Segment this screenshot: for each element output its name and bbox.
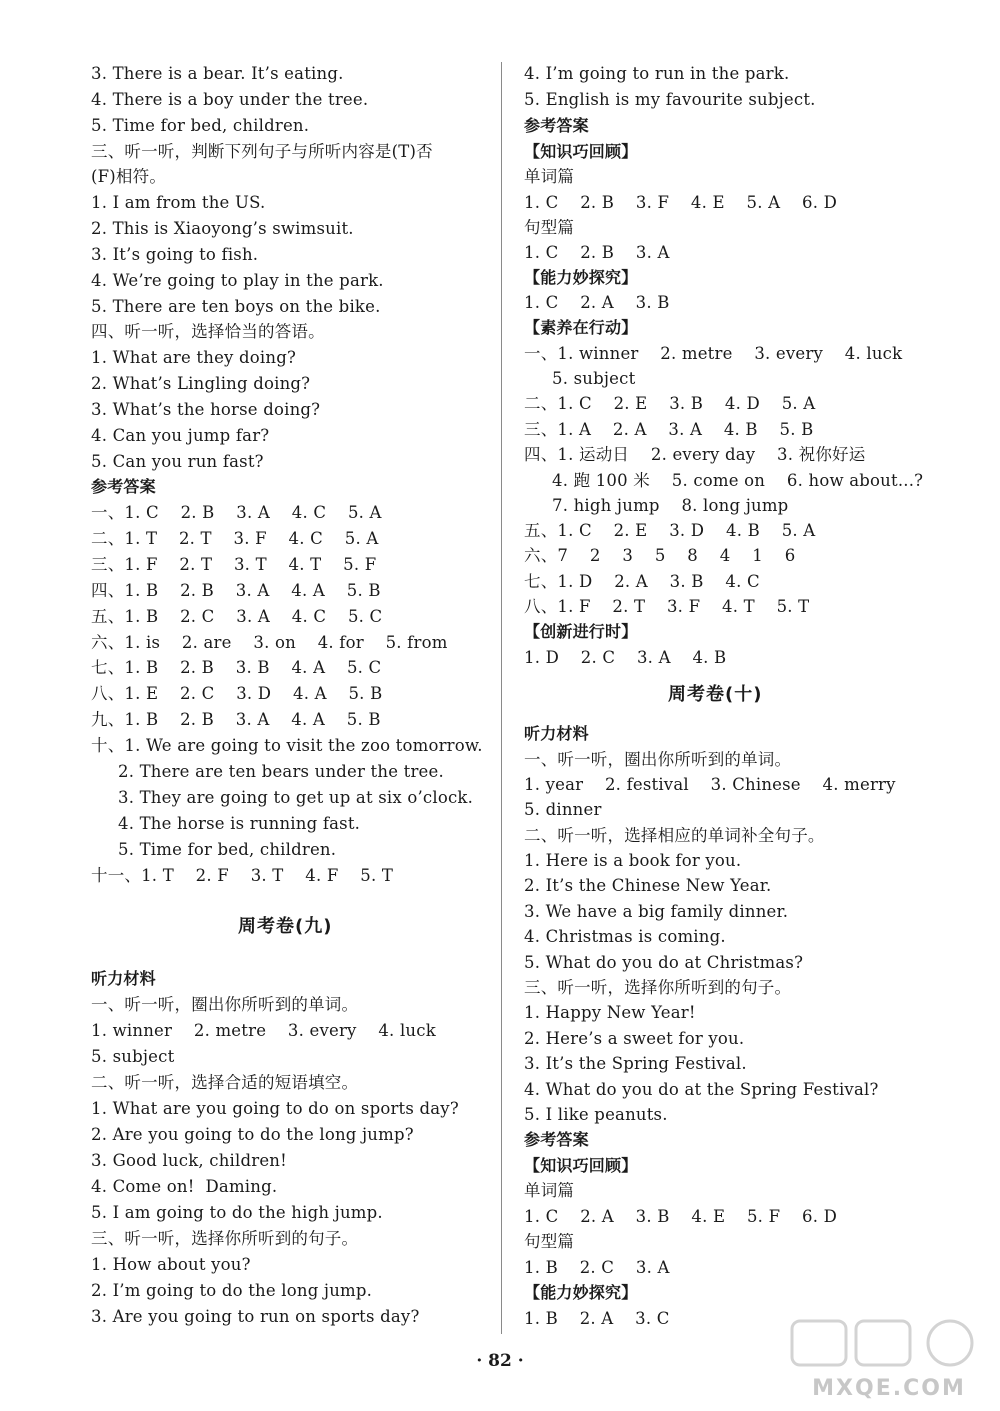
section-label: 【能力妙探究】 [524,268,638,287]
text-line: 六、1. is 2. are 3. on 4. for 5. from [91,633,448,652]
text-line: 2. I’m going to do the long jump. [91,1281,373,1300]
text-line: 5. Time for bed, children. [91,116,310,135]
text-line: 单词篇 [524,167,575,186]
section-title: 周考卷(九) [238,916,333,937]
text-line: 3. They are going to get up at six o’clock. [118,788,474,807]
text-line: 八、1. F 2. T 3. F 4. T 5. T [524,597,810,616]
text-line: 5. subject [91,1047,175,1066]
text-line: 二、听一听，选择合适的短语填空。 [91,1073,359,1092]
text-line: 1. C 2. B 3. F 4. E 5. A 6. D [524,193,838,212]
text-line: 五、1. B 2. C 3. A 4. C 5. C [91,607,383,626]
text-line: 1. What are they doing? [91,348,297,367]
text-line: 三、听一听，判断下列句子与所听内容是(T)否 [91,142,433,161]
text-line: 2. There are ten bears under the tree. [118,762,444,781]
text-line: 四、1. 运动日 2. every day 3. 祝你好运 [524,445,866,464]
text-line: (F)相符。 [91,167,167,186]
text-line: 1. Here is a book for you. [524,851,742,870]
section-label: 听力材料 [524,724,589,743]
text-line: 1. How about you? [91,1255,251,1274]
text-line: 2. It’s the Chinese New Year. [524,876,772,895]
section-label: 听力材料 [91,969,156,988]
text-line: 3. We have a big family dinner. [524,902,789,921]
text-line: 4. Can you jump far? [91,426,270,445]
text-line: 二、1. T 2. T 3. F 4. C 5. A [91,529,379,548]
text-line: 4. There is a boy under the tree. [91,90,369,109]
text-line: 3. It’s going to fish. [91,245,259,264]
text-line: 5. I like peanuts. [524,1105,668,1124]
section-label: 参考答案 [91,477,156,496]
text-line: 1. D 2. C 3. A 4. B [524,648,727,667]
text-line: 八、1. E 2. C 3. D 4. A 5. B [91,684,383,703]
text-line: 5. What do you do at Christmas? [524,953,804,972]
text-line: 4. 跑 100 米 5. come on 6. how about...? [552,471,924,490]
text-line: 2. This is Xiaoyong’s swimsuit. [91,219,354,238]
text-line: 5. dinner [524,800,602,819]
text-line: 句型篇 [524,218,575,237]
text-line: 1. Happy New Year! [524,1003,696,1022]
page-number: · 82 · [476,1351,524,1371]
text-line: 5. Time for bed, children. [118,840,337,859]
text-line: 七、1. D 2. A 3. B 4. C [524,572,760,591]
text-line: 七、1. B 2. B 3. B 4. A 5. C [91,658,382,677]
text-line: 三、1. F 2. T 3. T 4. T 5. F [91,555,377,574]
text-line: 五、1. C 2. E 3. D 4. B 5. A [524,521,816,540]
text-line: 六、7 2 3 5 8 4 1 6 [524,546,796,565]
text-line: 4. What do you do at the Spring Festival? [524,1080,879,1099]
text-line: 2. Are you going to do the long jump? [91,1125,414,1144]
text-line: 十、1. We are going to visit the zoo tomorrow. [91,736,483,755]
section-label: 参考答案 [524,1130,589,1149]
section-label: 【能力妙探究】 [524,1283,638,1302]
text-line: 句型篇 [524,1232,575,1251]
text-line: 1. C 2. A 3. B 4. E 5. F 6. D [524,1207,838,1226]
text-line: 三、1. A 2. A 3. A 4. B 5. B [524,420,814,439]
watermark-logo [784,1315,994,1405]
text-line: 1. year 2. festival 3. Chinese 4. merry [524,775,896,794]
text-line: 三、听一听，选择你所听到的句子。 [524,978,792,997]
text-line: 3. Good luck, children! [91,1151,287,1170]
section-label: 【知识巧回顾】 [524,1156,638,1175]
text-line: 4. Christmas is coming. [524,927,726,946]
text-line: 3. Are you going to run on sports day? [91,1307,420,1326]
text-line: 二、听一听，选择相应的单词补全句子。 [524,826,825,845]
section-label: 参考答案 [524,116,589,135]
text-line: 4. I’m going to run in the park. [524,64,790,83]
text-line: 1. C 2. B 3. A [524,243,670,262]
text-line: 1. C 2. A 3. B [524,293,670,312]
text-line: 一、1. C 2. B 3. A 4. C 5. A [91,503,382,522]
text-line: 一、听一听，圈出你所听到的单词。 [91,995,359,1014]
text-line: 1. What are you going to do on sports day? [91,1099,459,1118]
section-title: 周考卷(十) [668,684,763,705]
text-line: 1. winner 2. metre 3. every 4. luck [91,1021,436,1040]
text-line: 5. There are ten boys on the bike. [91,297,381,316]
text-line: 1. B 2. C 3. A [524,1258,670,1277]
text-line: 7. high jump 8. long jump [552,496,789,515]
text-line: 2. What’s Lingling doing? [91,374,311,393]
text-line: 5. English is my favourite subject. [524,90,816,109]
text-line: 5. Can you run fast? [91,452,264,471]
text-line: 3. It’s the Spring Festival. [524,1054,747,1073]
text-line: 1. I am from the US. [91,193,266,212]
section-label: 【素养在行动】 [524,318,638,337]
text-line: 1. B 2. A 3. C [524,1309,670,1328]
text-line: 5. I am going to do the high jump. [91,1203,383,1222]
text-line: 十一、1. T 2. F 3. T 4. F 5. T [91,866,394,885]
text-line: 单词篇 [524,1181,575,1200]
section-label: 【知识巧回顾】 [524,142,638,161]
text-line: 二、1. C 2. E 3. B 4. D 5. A [524,394,816,413]
text-line: 4. The horse is running fast. [118,814,361,833]
text-line: 3. What’s the horse doing? [91,400,321,419]
watermark-url: MXQE.COM [812,1376,966,1401]
text-line: 4. We’re going to play in the park. [91,271,384,290]
text-line: 四、1. B 2. B 3. A 4. A 5. B [91,581,381,600]
text-line: 4. Come on! Daming. [91,1177,278,1196]
column-divider [501,62,502,1334]
text-line: 一、听一听，圈出你所听到的单词。 [524,750,792,769]
text-line: 一、1. winner 2. metre 3. every 4. luck [524,344,903,363]
text-line: 四、听一听，选择恰当的答语。 [91,322,325,341]
text-line: 三、听一听，选择你所听到的句子。 [91,1229,359,1248]
text-line: 2. Here’s a sweet for you. [524,1029,745,1048]
text-line: 九、1. B 2. B 3. A 4. A 5. B [91,710,381,729]
section-label: 【创新进行时】 [524,622,638,641]
text-line: 5. subject [552,369,636,388]
text-line: 3. There is a bear. It’s eating. [91,64,344,83]
